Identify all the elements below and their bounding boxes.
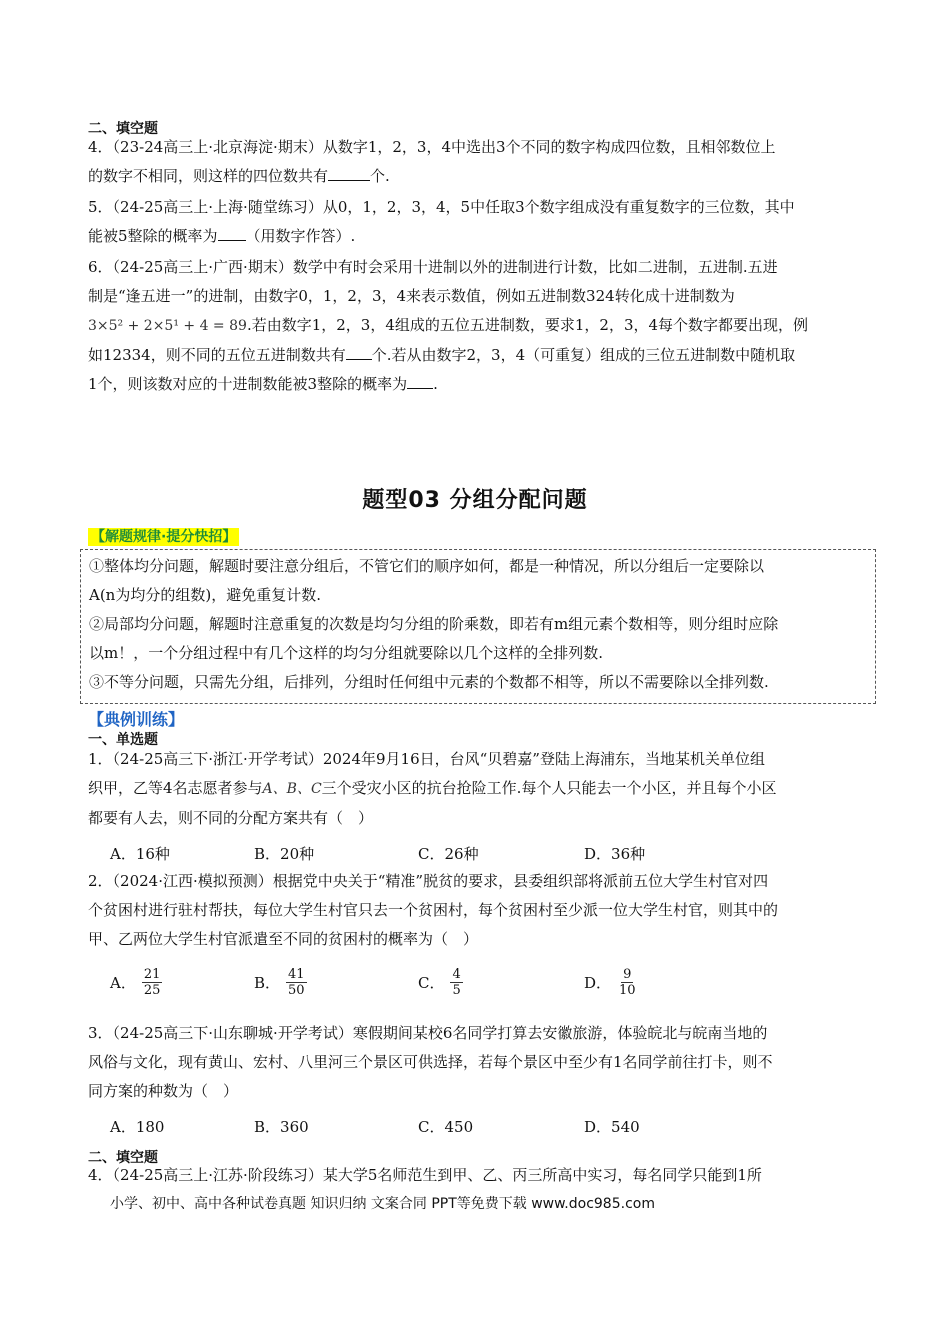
tip-line: A(n为均分的组数)，避免重复计数. — [89, 586, 321, 604]
option-label: D． — [584, 974, 612, 992]
question-text: 甲、乙两位大学生村官派遣至不同的贫困村的概率为（ ） — [88, 930, 479, 948]
question-6 — [88, 253, 868, 399]
question-4 — [88, 133, 868, 191]
section-title: 题型03 分组分配问题 — [362, 488, 588, 513]
numerator: 4 — [452, 967, 461, 982]
answer-blank — [407, 374, 433, 389]
option-d[interactable] — [584, 967, 638, 998]
numerator: 9 — [623, 967, 632, 982]
question-text: 某大学5名师范生到甲、乙、丙三所高中实习，每名同学只能到1所 — [322, 1166, 762, 1184]
question-text: 如12334，则不同的五位五进制数共有 — [88, 346, 346, 364]
question-number: 4． — [88, 1166, 113, 1184]
question-text: 能被5整除的概率为 — [88, 227, 218, 245]
question-text: 个.若从由数字2，3，4（可重复）组成的三位五进制数中随机取 — [371, 346, 796, 364]
option-c[interactable]: C．450 — [418, 1118, 474, 1136]
denominator: 10 — [619, 983, 636, 998]
tip-line: ②局部均分问题，解题时注意重复的次数是均匀分组的阶乘数，即若有m组元素个数相等，则分组时应除 — [89, 615, 779, 633]
question-text: 数学中有时会采用十进制以外的进制进行计数，比如二进制，五进制.五进 — [292, 258, 778, 276]
question-text: 三个受灾小区的抗台抢险工作.每个人只能去一个小区，并且每个小区 — [321, 779, 777, 797]
question-text: 的数字不相同，则这样的四位数共有 — [88, 167, 329, 185]
question-text: 从0，1，2，3，4，5中任取3个数字组成没有重复数字的三位数，其中 — [322, 198, 795, 216]
option-c[interactable] — [418, 967, 584, 998]
option-a[interactable]: A．16种 — [110, 845, 170, 863]
options-2 — [110, 967, 638, 998]
denominator: 25 — [143, 983, 161, 998]
question-text: 同方案的种数为（ ） — [88, 1082, 239, 1100]
example-2 — [88, 867, 868, 954]
option-label: A． — [110, 974, 136, 992]
example-title: 【典例训练】 — [88, 710, 185, 729]
option-c[interactable]: C．26种 — [418, 845, 479, 863]
numerator: 41 — [288, 967, 305, 982]
answer-blank — [218, 226, 246, 241]
question-text: 风俗与文化，现有黄山、宏村、八里河三个景区可供选择，若每个景区中至少有1名同学前往打卡，则不 — [88, 1053, 773, 1071]
fraction — [142, 967, 163, 998]
option-label: B． — [254, 974, 281, 992]
question-number: 6． — [88, 258, 113, 276]
numerator: 21 — [143, 967, 161, 982]
question-5 — [88, 193, 868, 251]
options-3 — [110, 1116, 640, 1137]
question-source: （2024·江西·模拟预测） — [112, 872, 273, 890]
question-source: （24-25高三上·上海·随堂练习） — [112, 198, 323, 216]
question-number: 5． — [88, 198, 113, 216]
question-text: 个贫困村进行驻村帮扶，每位大学生村官只去一个贫困村，每个贫困村至少派一位大学生村官，则其中的 — [88, 901, 779, 919]
footer-text: 小学、初中、高中各种试卷真题 知识归纳 文案合同 PPT等免费下载 www.doc985.com — [110, 1196, 655, 1212]
question-text: 个. — [370, 167, 390, 185]
question-number: 2． — [88, 872, 113, 890]
option-b[interactable]: B．20种 — [254, 845, 315, 863]
question-text: 从数字1，2，3，4中选出3个不同的数字构成四位数，且相邻数位上 — [322, 138, 776, 156]
question-text: . — [433, 375, 438, 393]
question-text: 1个，则该数对应的十进制数能被3整除的概率为 — [88, 375, 408, 393]
option-a[interactable] — [110, 967, 254, 998]
question-source: （24-25高三下·浙江·开学考试） — [112, 750, 323, 768]
tips-label: 【解题规律·提分快招】 — [88, 528, 239, 546]
question-source: （24-25高三上·广西·期末） — [112, 258, 293, 276]
fraction — [617, 967, 638, 998]
option-label: C． — [418, 974, 445, 992]
question-text: 制是“逢五进一”的进制，由数字0，1，2，3，4来表示数值，例如五进制数324转化成十进制数为 — [88, 287, 735, 305]
section-heading-single: 一、单选题 — [88, 732, 158, 748]
fraction — [286, 967, 307, 998]
question-text: 根据党中央关于“精准”脱贫的要求，县委组织部将派前五位大学生村官对四 — [272, 872, 769, 890]
option-d[interactable]: D．540 — [584, 1118, 640, 1136]
math-expression: 3×5² + 2×5¹ + 4 = 89 — [88, 318, 247, 334]
answer-blank — [328, 166, 370, 181]
option-d[interactable]: D．36种 — [584, 845, 646, 863]
example-3 — [88, 1019, 868, 1106]
question-number: 1． — [88, 750, 113, 768]
question-source: （23-24高三上·北京海淀·期末） — [112, 138, 323, 156]
tips-box — [80, 549, 876, 704]
question-text: 织甲，乙等4名志愿者参与 — [88, 779, 263, 797]
tips-label-wrapper — [88, 526, 239, 546]
answer-blank — [346, 345, 372, 360]
question-text: 2024年9月16日，台风“贝碧嘉”登陆上海浦东，当地某机关单位组 — [322, 750, 765, 768]
question-source: （24-25高三上·江苏·阶段练习） — [112, 1166, 323, 1184]
math-expression: A、B、C — [262, 781, 322, 797]
section-heading-fill-in: 二、填空题 — [88, 121, 158, 137]
question-text: （用数字作答）. — [245, 227, 356, 245]
fraction — [450, 967, 462, 998]
question-text: 都要有人去，则不同的分配方案共有（ ） — [88, 809, 374, 827]
tip-line: ③不等分问题，只需先分组，后排列，分组时任何组中元素的个数都不相等，所以不需要除以全排列数. — [89, 673, 769, 691]
question-source: （24-25高三下·山东聊城·开学考试） — [112, 1024, 353, 1042]
question-number: 4． — [88, 138, 113, 156]
example-4 — [88, 1161, 868, 1190]
denominator: 5 — [452, 983, 461, 998]
denominator: 50 — [288, 983, 305, 998]
tip-line: ①整体均分问题，解题时要注意分组后，不管它们的顺序如何，都是一种情况，所以分组后一定要除以 — [89, 557, 765, 575]
option-a[interactable]: A．180 — [110, 1118, 165, 1136]
question-text: 寒假期间某校6名同学打算去安徽旅游，体验皖北与皖南当地的 — [352, 1024, 768, 1042]
example-1 — [88, 745, 868, 833]
options-1 — [110, 843, 645, 864]
question-text: .若由数字1，2，3，4组成的五位五进制数，要求1，2，3，4每个数字都要出现，例 — [246, 316, 809, 334]
option-b[interactable] — [254, 967, 418, 998]
tip-line: 以m！，一个分组过程中有几个这样的均匀分组就要除以几个这样的全排列数. — [89, 644, 603, 662]
section-heading-fill-in-2: 二、填空题 — [88, 1150, 158, 1166]
option-b[interactable]: B．360 — [254, 1118, 309, 1136]
question-number: 3． — [88, 1024, 113, 1042]
